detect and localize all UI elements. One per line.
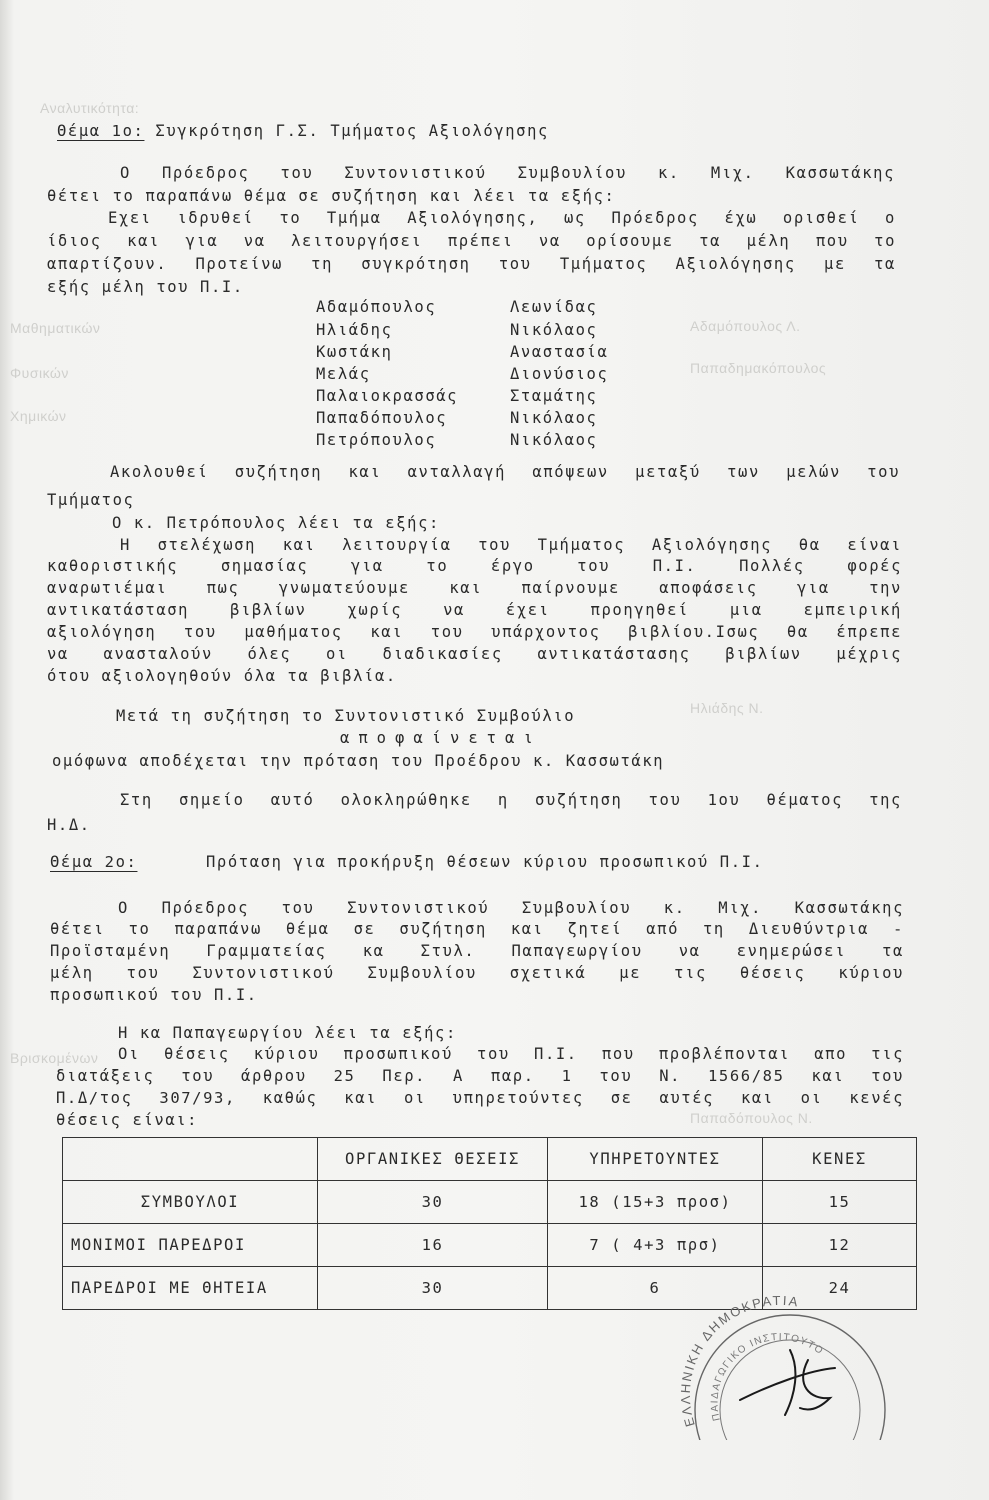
member-surname: Παλαιοκρασσάς: [316, 387, 459, 405]
table-cell-vacant: 24: [763, 1267, 917, 1310]
member-surname: Κωστάκη: [316, 343, 393, 361]
member-name: Διονύσιος: [510, 365, 609, 383]
table-cell-vacant: 12: [763, 1224, 917, 1267]
text-line: Εχει ιδρυθεί το Τμήμα Αξιολόγησης, ως Πρόεδρος έχω ορισθεί ο: [108, 209, 896, 227]
topic1-label: Θέμα 1ο:: [57, 122, 145, 140]
table-header-cell: ΟΡΓΑΝΙΚΕΣ ΘΕΣΕΙΣ: [318, 1138, 548, 1181]
text-line: Ο κ. Πετρόπουλος λέει τα εξής:: [112, 514, 440, 532]
text-line: θέτει το παραπάνω θέμα σε συζήτηση και λέει τα εξής:: [47, 187, 616, 205]
table-cell-serving: 7 ( 4+3 πρσ): [548, 1224, 763, 1267]
member-name: Λεωνίδας: [510, 298, 598, 316]
member-surname: Παπαδόπουλος: [316, 409, 448, 427]
text-line: Ο Πρόεδρος του Συντονιστικού Συμβουλίου κ. Μιχ. Κασσωτάκης: [118, 899, 904, 917]
text-line: απαρτίζουν. Προτείνω τη συγκρότηση του Τμήματος Αξιολόγησης με τα: [47, 255, 896, 273]
stamp-text-outer: ΕΛΛΗΝΙΚΗ ΔΗΜΟΚΡΑΤΙΑ: [677, 1292, 801, 1429]
text-line: αντικατάσταση βιβλίων χωρίς να έχει προηγηθεί μια εμπειρική: [47, 601, 902, 619]
table-header-row: [63, 1138, 917, 1181]
topic2-label: Θέμα 2ο:: [50, 853, 138, 871]
member-name: Σταμάτης: [510, 387, 598, 405]
text-line: ίδιος και για να λειτουργήσει πρέπει να ορίσουμε τα μέλη που το: [47, 232, 896, 250]
text-line: Ο Πρόεδρος του Συντονιστικού Συμβουλίου κ. Μιχ. Κασσωτάκης: [120, 164, 895, 182]
table-cell-vacant: 15: [763, 1181, 917, 1224]
table-cell-serving: 18 (15+3 προσ): [548, 1181, 763, 1224]
table-row: [63, 1224, 917, 1267]
official-stamp: [660, 1290, 890, 1440]
text-line: Ακολουθεί συζήτηση και ανταλλαγή απόψεων μεταξύ των μελών του: [110, 463, 900, 481]
document-page: Αναλυτικότητα: Μαθηματικών Φυσικών Χημικών Αδαμόπουλος Λ. Παπαδημακόπουλος Ηλιάδης Ν. Βρισκομένων Παπαδόπουλος Ν. Θέμα 1ο: Συγκρότηση Γ.Σ. Τμήματος Αξιολόγησης Ο Πρόεδρος του Συντονιστικού Συμβουλίου κ. Μιχ. Κασσωτάκης θέτει το παραπάνω θέμα σε συζήτηση και λέει τα εξής: Εχει ιδρυθεί το Τμήμα Αξιολόγησης, ως Πρόεδρος έχω ορισθεί ο ίδιος και για να λειτουργήσει πρέπει να ορίσουμε τα μέλη που το απαρτίζουν. Προτείνω τη συγκρότηση του Τμήματος Αξιολόγησης με τα εξής μέλη του Π.Ι. Αδαμόπουλος Λεωνίδας Ηλιάδης Νικόλαος Κωστάκη Αναστασία Μελάς Διονύσιος Παλαιοκρασσάς Σταμάτης Παπαδόπουλος Νικόλαος Πετρόπουλος Νικόλαος Ακολουθεί συζήτηση και ανταλλαγή απόψεων μεταξύ των μελών του Τμήματος Ο κ. Πετρόπουλος λέει τα εξής: Η στελέχωση και λειτουργία του Τμήματος Αξιολόγησης θα είναι καθοριστικής σημασίας για το έργο του Π.Ι. Πολλές φορές αναρωτιέμαι πως γνωματεύουμε και παίρνουμε αποφάσεις για την αντικατάσταση βιβλίων χωρίς να έχει προηγηθεί μια εμπειρική αξιολόγηση του μαθήματος και του υπάρχοντος βιβλίου.Ισως θα έπρεπε να ανασταλούν όλες οι διαδικασίες αντικατάστασης βιβλίων μέχρις ότου αξιολογηθούν όλα τα βιβλία. Μετά τη συζήτηση το Συντονιστικό Συμβούλιο αποφαίνεται ομόφωνα αποδέχεται την πρόταση του Προέδρου κ. Κασσωτάκη Στη σημείο αυτό ολοκληρώθηκε η συζήτηση του 1ου θέματος της Η.Δ. Θέμα 2ο: Πρόταση για προκήρυξη θέσεων κύριου προσωπικού Π.Ι. Ο Πρόεδρος του Συντονιστικού Συμβουλίου κ. Μιχ. Κασσωτάκης θέτει το παραπάνω θέμα σε συζήτηση και ζητεί από τη Διευθύντρια - Προϊσταμένη Γραμματείας κα Στυλ. Παπαγεωργίου να ενημερώσει τα μέλη του Συντονιστικού Συμβουλίου σχετικά με τις θέσεις κύριου προσωπικού του Π.Ι. Η κα Παπαγεωργίου λέει τα εξής: Οι θέσεις κύριου προσωπικού του Π.Ι. που προβλέπονται απο τις διατάξεις του άρθρου 25 Περ. Α παρ. 1 του Ν. 1566/85 και του Π.Δ/τος 307/93, καθώς και οι υπηρετούντες σε αυτές και οι κενές θέσεις είναι: ΟΡΓΑΝΙΚΕΣ ΘΕΣΕΙΣ ΥΠΗΡΕΤΟΥΝΤΕΣ ΚΕΝΕΣ ΣΥΜΒΟΥΛΟΙ 30 18 (15+3 προσ) 15 ΜΟΝΙΜΟΙ ΠΑΡΕΔΡΟΙ 16 7 ( 4+3 πρσ) 12 ΠΑΡΕΔΡΟΙ ΜΕ ΘΗΤΕΙΑ 30 6 24 ΕΛΛΗΝΙΚΗ ΔΗΜΟΚΡΑΤΙΑ ΠΑΙΔΑΓΩΓΙΚΟ ΙΝΣΤΙΤΟΥΤΟ: [0, 0, 989, 1500]
text-line: Π.Δ/τος 307/93, καθώς και οι υπηρετούντες σε αυτές και οι κενές: [56, 1089, 904, 1107]
text-line: προσωπικού του Π.Ι.: [50, 986, 258, 1004]
member-surname: Πετρόπουλος: [316, 431, 437, 449]
table-header-cell: ΥΠΗΡΕΤΟΥΝΤΕΣ: [548, 1138, 763, 1181]
decision-text: ομόφωνα αποδέχεται την πρόταση του Προέδρου κ. Κασσωτάκη: [52, 752, 665, 770]
topic1-title: Συγκρότηση Γ.Σ. Τμήματος Αξιολόγησης: [155, 122, 549, 140]
member-name: Νικόλαος: [510, 409, 598, 427]
text-line: ότου αξιολογηθούν όλα τα βιβλία.: [47, 667, 397, 685]
signature: [740, 1350, 835, 1415]
text-line: αναρωτιέμαι πως γνωματεύουμε και παίρνουμε αποφάσεις για την: [47, 579, 902, 597]
table-header-cell: ΚΕΝΕΣ: [763, 1138, 917, 1181]
table-cell-organic: 16: [318, 1224, 548, 1267]
text-line: να ανασταλούν όλες οι διαδικασίες αντικατάστασης βιβλίων μέχρις: [47, 645, 902, 663]
text-line: αξιολόγηση του μαθήματος και του υπάρχοντος βιβλίου.Ισως θα έπρεπε: [47, 623, 902, 641]
text-line: διατάξεις του άρθρου 25 Περ. Α παρ. 1 του Ν. 1566/85 και του: [56, 1067, 904, 1085]
decision-verb: αποφαίνεται: [340, 729, 542, 747]
table-cell-serving: 6: [548, 1267, 763, 1310]
text-line: Στη σημείο αυτό ολοκληρώθηκε η συζήτηση του 1ου θέματος της: [120, 791, 902, 809]
member-name: Αναστασία: [510, 343, 609, 361]
table-row: [63, 1181, 917, 1224]
table-header-cell: [63, 1138, 318, 1181]
stamp-text-inner: ΠΑΙΔΑΓΩΓΙΚΟ ΙΝΣΤΙΤΟΥΤΟ: [709, 1331, 826, 1422]
member-surname: Ηλιάδης: [316, 321, 393, 339]
text-line: εξής μέλη του Π.Ι.: [47, 278, 244, 296]
topic1-heading: [57, 121, 549, 141]
topic2-title: Πρόταση για προκήρυξη θέσεων κύριου προσωπικού Π.Ι.: [206, 853, 764, 871]
text-line: Η στελέχωση και λειτουργία του Τμήματος Αξιολόγησης θα είναι: [120, 536, 902, 554]
text-line: θέτει το παραπάνω θέμα σε συζήτηση και ζητεί από τη Διευθύντρια -: [50, 920, 904, 938]
table-cell-category: ΜΟΝΙΜΟΙ ΠΑΡΕΔΡΟΙ: [63, 1224, 318, 1267]
member-surname: Αδαμόπουλος: [316, 298, 437, 316]
table-cell-category: ΣΥΜΒΟΥΛΟΙ: [63, 1181, 318, 1224]
text-line: Οι θέσεις κύριου προσωπικού του Π.Ι. που προβλέπονται απο τις: [118, 1045, 904, 1063]
positions-table: [62, 1137, 917, 1310]
decision-intro: Μετά τη συζήτηση το Συντονιστικό Συμβούλιο: [116, 707, 576, 725]
text-line: Προϊσταμένη Γραμματείας κα Στυλ. Παπαγεωργίου να ενημερώσει τα: [50, 942, 904, 960]
member-name: Νικόλαος: [510, 321, 598, 339]
text-line: Τμήματος: [47, 491, 135, 509]
table-cell-organic: 30: [318, 1181, 548, 1224]
member-surname: Μελάς: [316, 365, 371, 383]
member-name: Νικόλαος: [510, 431, 598, 449]
text-line: θέσεις είναι:: [56, 1111, 199, 1129]
text-line: Η κα Παπαγεωργίου λέει τα εξής:: [118, 1024, 457, 1042]
text-line: καθοριστικής σημασίας για το έργο του Π.Ι. Πολλές φορές: [47, 557, 902, 575]
table-cell-category: ΠΑΡΕΔΡΟΙ ΜΕ ΘΗΤΕΙΑ: [63, 1267, 318, 1310]
table-cell-organic: 30: [318, 1267, 548, 1310]
text-line: μέλη του Συντονιστικού Συμβουλίου σχετικά με τις θέσεις κύριου: [50, 964, 904, 982]
topic2-heading: [50, 852, 137, 872]
text-line: Η.Δ.: [47, 816, 91, 834]
